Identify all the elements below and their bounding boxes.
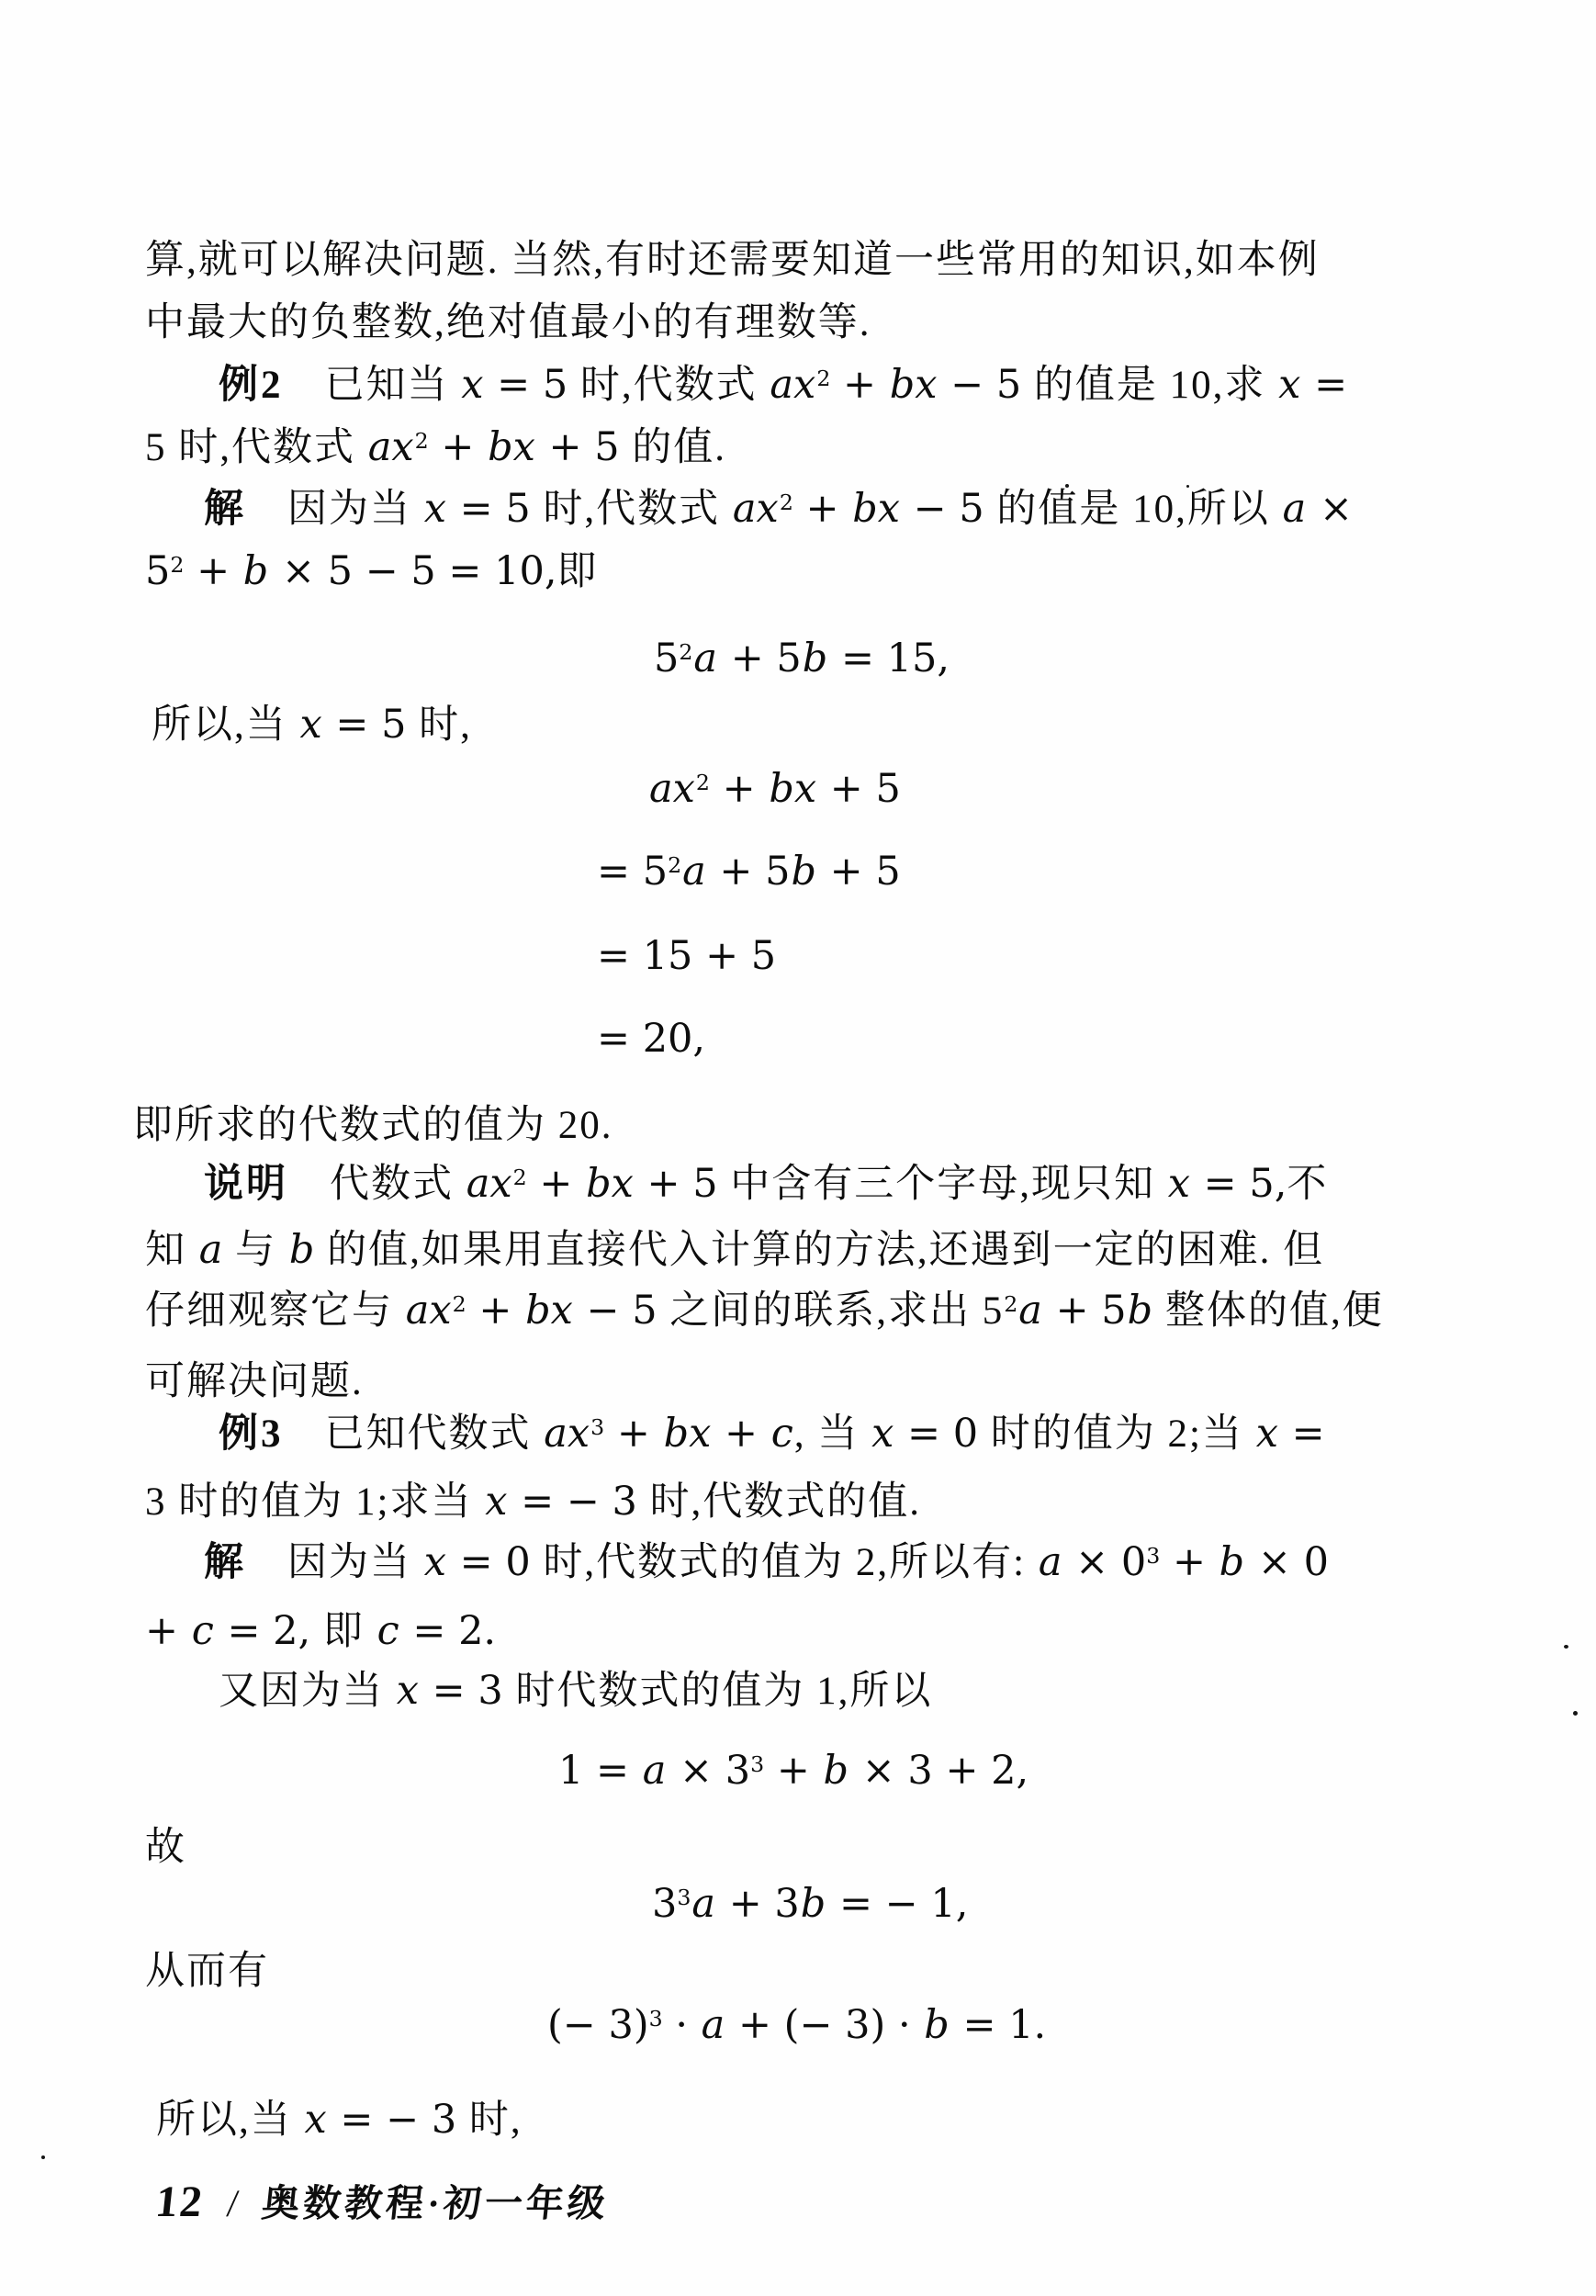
- derivation-line-result-20: [597, 1018, 705, 1061]
- text-segment: + (− 3) ·: [725, 2002, 924, 2048]
- text-segment: 知: [145, 1229, 198, 1272]
- text-segment: = − 1,: [826, 1881, 969, 1927]
- text-segment: × 3: [667, 1748, 751, 1794]
- text-segment: b: [288, 1227, 315, 1273]
- text-segment: 从而有: [145, 1950, 269, 1993]
- text-segment: b: [924, 2002, 950, 2048]
- paragraph-intro-line-1: [145, 239, 1320, 282]
- text-segment: × 5 − 5 = 10,: [269, 548, 557, 594]
- equation-negative-3-cubed: [547, 2004, 1046, 2047]
- text-segment: (− 3): [547, 2002, 649, 2048]
- text-segment: 时,代数式的值为 2,所以有:: [543, 1541, 1038, 1584]
- text-segment: x: [299, 702, 322, 748]
- text-segment: 3: [750, 1751, 765, 1777]
- text-segment: − 5: [938, 362, 1034, 408]
- text-segment: 所以,当: [152, 703, 299, 747]
- text-segment: 2: [1004, 1291, 1018, 1317]
- text-segment: 2: [512, 1165, 527, 1190]
- text-segment: 仔细观察它与: [145, 1289, 405, 1333]
- example-3-heading-line-2: [145, 1480, 921, 1524]
- text-segment: = 5: [597, 849, 669, 895]
- text-segment: 所以,当: [156, 2099, 304, 2142]
- text-segment: 中最大的负整数,绝对值最小的有理数等.: [145, 301, 871, 344]
- remark-line-4: [145, 1360, 364, 1403]
- text-segment: ax: [732, 486, 779, 532]
- conclusion-value-20: [133, 1104, 613, 1147]
- text-segment: + 3: [716, 1881, 800, 1927]
- text-segment: 即: [322, 1610, 377, 1653]
- text-segment: a: [701, 2002, 725, 2048]
- text-segment: = − 3: [327, 2097, 469, 2143]
- text-segment: a: [691, 1881, 716, 1927]
- text-segment: 时,代数式: [543, 488, 732, 531]
- text-segment: + 5: [817, 849, 901, 895]
- derivation-line-15-plus-5: [597, 935, 776, 978]
- text-segment: 2: [695, 770, 710, 795]
- remark-line-1: [204, 1163, 1328, 1206]
- text-segment: c: [770, 1411, 793, 1457]
- text-segment: +: [184, 548, 242, 594]
- scan-speck: [1573, 1711, 1578, 1716]
- text-segment: 代数式: [288, 1163, 466, 1206]
- text-segment: 2: [170, 552, 185, 578]
- text-segment: 3: [590, 1414, 605, 1440]
- text-segment: = 5: [484, 362, 580, 408]
- text-segment: = 3: [420, 1668, 516, 1714]
- text-segment: 3: [652, 1881, 678, 1927]
- text-segment: 因为当: [246, 488, 423, 531]
- text-segment: 的值是 10,所以: [996, 488, 1282, 531]
- page-footer: [153, 2173, 613, 2227]
- text-segment: ax: [544, 1411, 590, 1457]
- text-segment: = 5: [322, 702, 420, 748]
- text-segment: x: [485, 1479, 508, 1525]
- text-segment: 即: [556, 550, 599, 593]
- text-segment: 3 时的值为 1;求当: [145, 1480, 485, 1524]
- book-title: 奥数教程·初一年级: [259, 2182, 612, 2224]
- text-segment: b: [1127, 1288, 1153, 1334]
- transition-suoyi-x-5: [152, 703, 472, 747]
- text-segment: 例2: [219, 364, 284, 407]
- text-segment: a: [1038, 1539, 1062, 1585]
- text-segment: 因为当: [246, 1541, 423, 1584]
- derivation-line-substitute: [597, 850, 901, 894]
- text-segment: bx: [889, 362, 938, 408]
- text-segment: a: [693, 636, 718, 681]
- text-segment: = 15,: [828, 636, 950, 681]
- text-segment: 5 时,代数式: [145, 426, 367, 469]
- text-segment: + 5: [706, 849, 791, 895]
- text-segment: = 2,: [214, 1608, 323, 1654]
- text-segment: 算,就可以解决问题. 当然,有时还需要知道一些常用的知识,如本例: [145, 239, 1320, 282]
- text-segment: +: [764, 1748, 823, 1794]
- text-segment: bx: [852, 486, 901, 532]
- scan-speck: [1564, 1645, 1568, 1649]
- text-segment: a: [682, 849, 706, 895]
- text-segment: x: [1167, 1161, 1191, 1207]
- text-segment: 不: [1287, 1163, 1329, 1206]
- text-segment: 时,: [419, 703, 472, 747]
- text-segment: 又因为当: [219, 1670, 396, 1713]
- text-segment: =: [1301, 362, 1348, 408]
- text-segment: bx: [488, 424, 535, 470]
- text-segment: =: [1278, 1411, 1325, 1457]
- text-segment: , 当: [793, 1412, 871, 1456]
- text-segment: +: [604, 1411, 663, 1457]
- example-2-heading-line-2: [145, 426, 726, 469]
- scan-speck: [1065, 484, 1069, 488]
- text-segment: a: [642, 1748, 667, 1794]
- text-segment: x: [396, 1668, 420, 1714]
- text-segment: b: [791, 849, 817, 895]
- text-segment: 时,代数式的值.: [649, 1480, 922, 1524]
- text-segment: c: [191, 1608, 214, 1654]
- text-segment: = 0: [447, 1539, 544, 1585]
- text-segment: 的值.: [632, 426, 726, 469]
- paragraph-intro-line-2: [145, 301, 871, 344]
- text-segment: b: [800, 1881, 826, 1927]
- text-segment: x: [423, 486, 447, 532]
- text-segment: a: [1018, 1288, 1042, 1334]
- text-segment: ax: [770, 362, 816, 408]
- text-segment: 2: [816, 366, 831, 391]
- text-segment: = 5,: [1191, 1161, 1287, 1207]
- text-segment: 已知代数式: [283, 1412, 544, 1456]
- text-segment: 1 =: [558, 1748, 642, 1794]
- remark-line-2: [145, 1229, 1324, 1272]
- text-segment: b: [242, 548, 269, 594]
- text-segment: + 5: [817, 766, 901, 812]
- connector-gu: [145, 1826, 186, 1869]
- text-segment: + 5: [718, 636, 802, 681]
- text-segment: b: [1219, 1539, 1245, 1585]
- text-segment: ·: [662, 2002, 701, 2048]
- text-segment: − 5: [573, 1288, 670, 1334]
- text-segment: a: [1282, 486, 1307, 532]
- page-number: 12: [153, 2178, 207, 2226]
- text-segment: a: [198, 1227, 223, 1273]
- text-segment: +: [1160, 1539, 1219, 1585]
- text-segment: +: [792, 486, 852, 532]
- text-segment: +: [526, 1161, 586, 1207]
- text-segment: 2: [679, 639, 693, 665]
- text-segment: bx: [663, 1411, 712, 1457]
- example-2-heading-line-1: [219, 364, 1347, 407]
- text-segment: ax: [367, 424, 414, 470]
- remark-line-3: [145, 1289, 1384, 1333]
- connector-cong-er-you: [145, 1950, 269, 1993]
- equation-1-equals: [558, 1750, 1028, 1793]
- equation-27a-plus-3b: [652, 1883, 968, 1926]
- text-segment: x: [1255, 1411, 1278, 1457]
- text-segment: ax: [405, 1288, 452, 1334]
- text-segment: − 5: [901, 486, 997, 532]
- text-segment: 3: [1146, 1543, 1161, 1569]
- text-segment: ax: [649, 766, 695, 812]
- example-3-solution-line-1: [204, 1541, 1329, 1584]
- text-segment: bx: [586, 1161, 634, 1207]
- text-segment: = 5: [447, 486, 544, 532]
- text-segment: = 1.: [950, 2002, 1047, 2048]
- text-segment: 2: [452, 1291, 466, 1317]
- text-segment: x: [304, 2097, 327, 2143]
- text-segment: 时的值为 2;当: [990, 1412, 1255, 1456]
- example-2-solution-line-2: [145, 550, 599, 593]
- text-segment: bx: [769, 766, 817, 812]
- text-segment: = 20,: [597, 1016, 706, 1062]
- text-segment: bx: [525, 1288, 573, 1334]
- text-segment: c: [377, 1608, 399, 1654]
- text-segment: 已知当: [283, 364, 461, 407]
- scan-speck: [1186, 485, 1189, 488]
- equation-5squared-a-plus-5b: [654, 637, 950, 681]
- text-segment: + 5: [1042, 1288, 1127, 1334]
- text-segment: = 15 + 5: [597, 933, 777, 979]
- text-segment: b: [823, 1748, 849, 1794]
- text-segment: +: [712, 1411, 770, 1457]
- text-segment: 2: [779, 490, 793, 515]
- text-segment: ax: [466, 1161, 512, 1207]
- text-segment: 5: [654, 636, 680, 681]
- text-segment: x: [461, 362, 484, 408]
- text-segment: 时代数式的值为 1,所以: [515, 1670, 933, 1713]
- text-segment: +: [428, 424, 488, 470]
- footer-separator: /: [225, 2183, 241, 2225]
- conclusion-suoyi-x-neg-3: [156, 2099, 523, 2142]
- text-segment: +: [145, 1608, 191, 1654]
- text-segment: 与: [223, 1229, 288, 1272]
- text-segment: 解: [204, 488, 246, 531]
- text-segment: +: [709, 766, 769, 812]
- text-segment: × 0: [1245, 1539, 1329, 1585]
- text-segment: ×: [1307, 486, 1354, 532]
- text-segment: × 0: [1062, 1539, 1147, 1585]
- text-segment: 2: [414, 428, 429, 454]
- text-segment: 3: [648, 2006, 663, 2032]
- text-segment: x: [1278, 362, 1301, 408]
- text-segment: b: [802, 636, 828, 681]
- scan-speck: [41, 2155, 45, 2159]
- example-3-heading-line-1: [219, 1412, 1325, 1456]
- text-segment: 时,代数式: [579, 364, 770, 407]
- text-segment: 3: [677, 1885, 691, 1910]
- text-segment: 之间的联系,求出 5: [669, 1289, 1005, 1333]
- text-segment: 故: [145, 1826, 186, 1869]
- text-segment: + 5: [535, 424, 633, 470]
- text-segment: 可解决问题.: [145, 1360, 364, 1403]
- text-segment: 的值,如果用直接代入计算的方法,还遇到一定的困难. 但: [315, 1229, 1325, 1272]
- text-segment: 2: [668, 852, 682, 878]
- text-segment: +: [830, 362, 889, 408]
- text-segment: x: [423, 1539, 447, 1585]
- example-3-solution-line-2: [145, 1610, 496, 1653]
- text-segment: 时,: [468, 2099, 523, 2142]
- text-segment: 中含有三个字母,现只知: [730, 1163, 1167, 1206]
- text-segment: +: [466, 1288, 525, 1334]
- text-segment: × 3 + 2,: [849, 1748, 1029, 1794]
- text-segment: 说明: [204, 1163, 288, 1206]
- text-segment: 整体的值,便: [1153, 1289, 1384, 1333]
- text-segment: 解: [204, 1541, 246, 1584]
- text-segment: = − 3: [508, 1479, 650, 1525]
- transition-you-yinwei: [219, 1670, 932, 1713]
- text-segment: 例3: [219, 1412, 284, 1456]
- text-segment: + 5: [634, 1161, 731, 1207]
- derivation-line-expression: [648, 768, 901, 811]
- text-segment: = 0: [894, 1411, 991, 1457]
- example-2-solution-line-1: [204, 488, 1353, 531]
- text-segment: 5: [145, 548, 171, 594]
- text-segment: x: [871, 1411, 894, 1457]
- text-segment: 即所求的代数式的值为 20.: [133, 1104, 613, 1147]
- text-segment: 的值是 10,求: [1033, 364, 1278, 407]
- text-segment: = 2.: [399, 1608, 497, 1654]
